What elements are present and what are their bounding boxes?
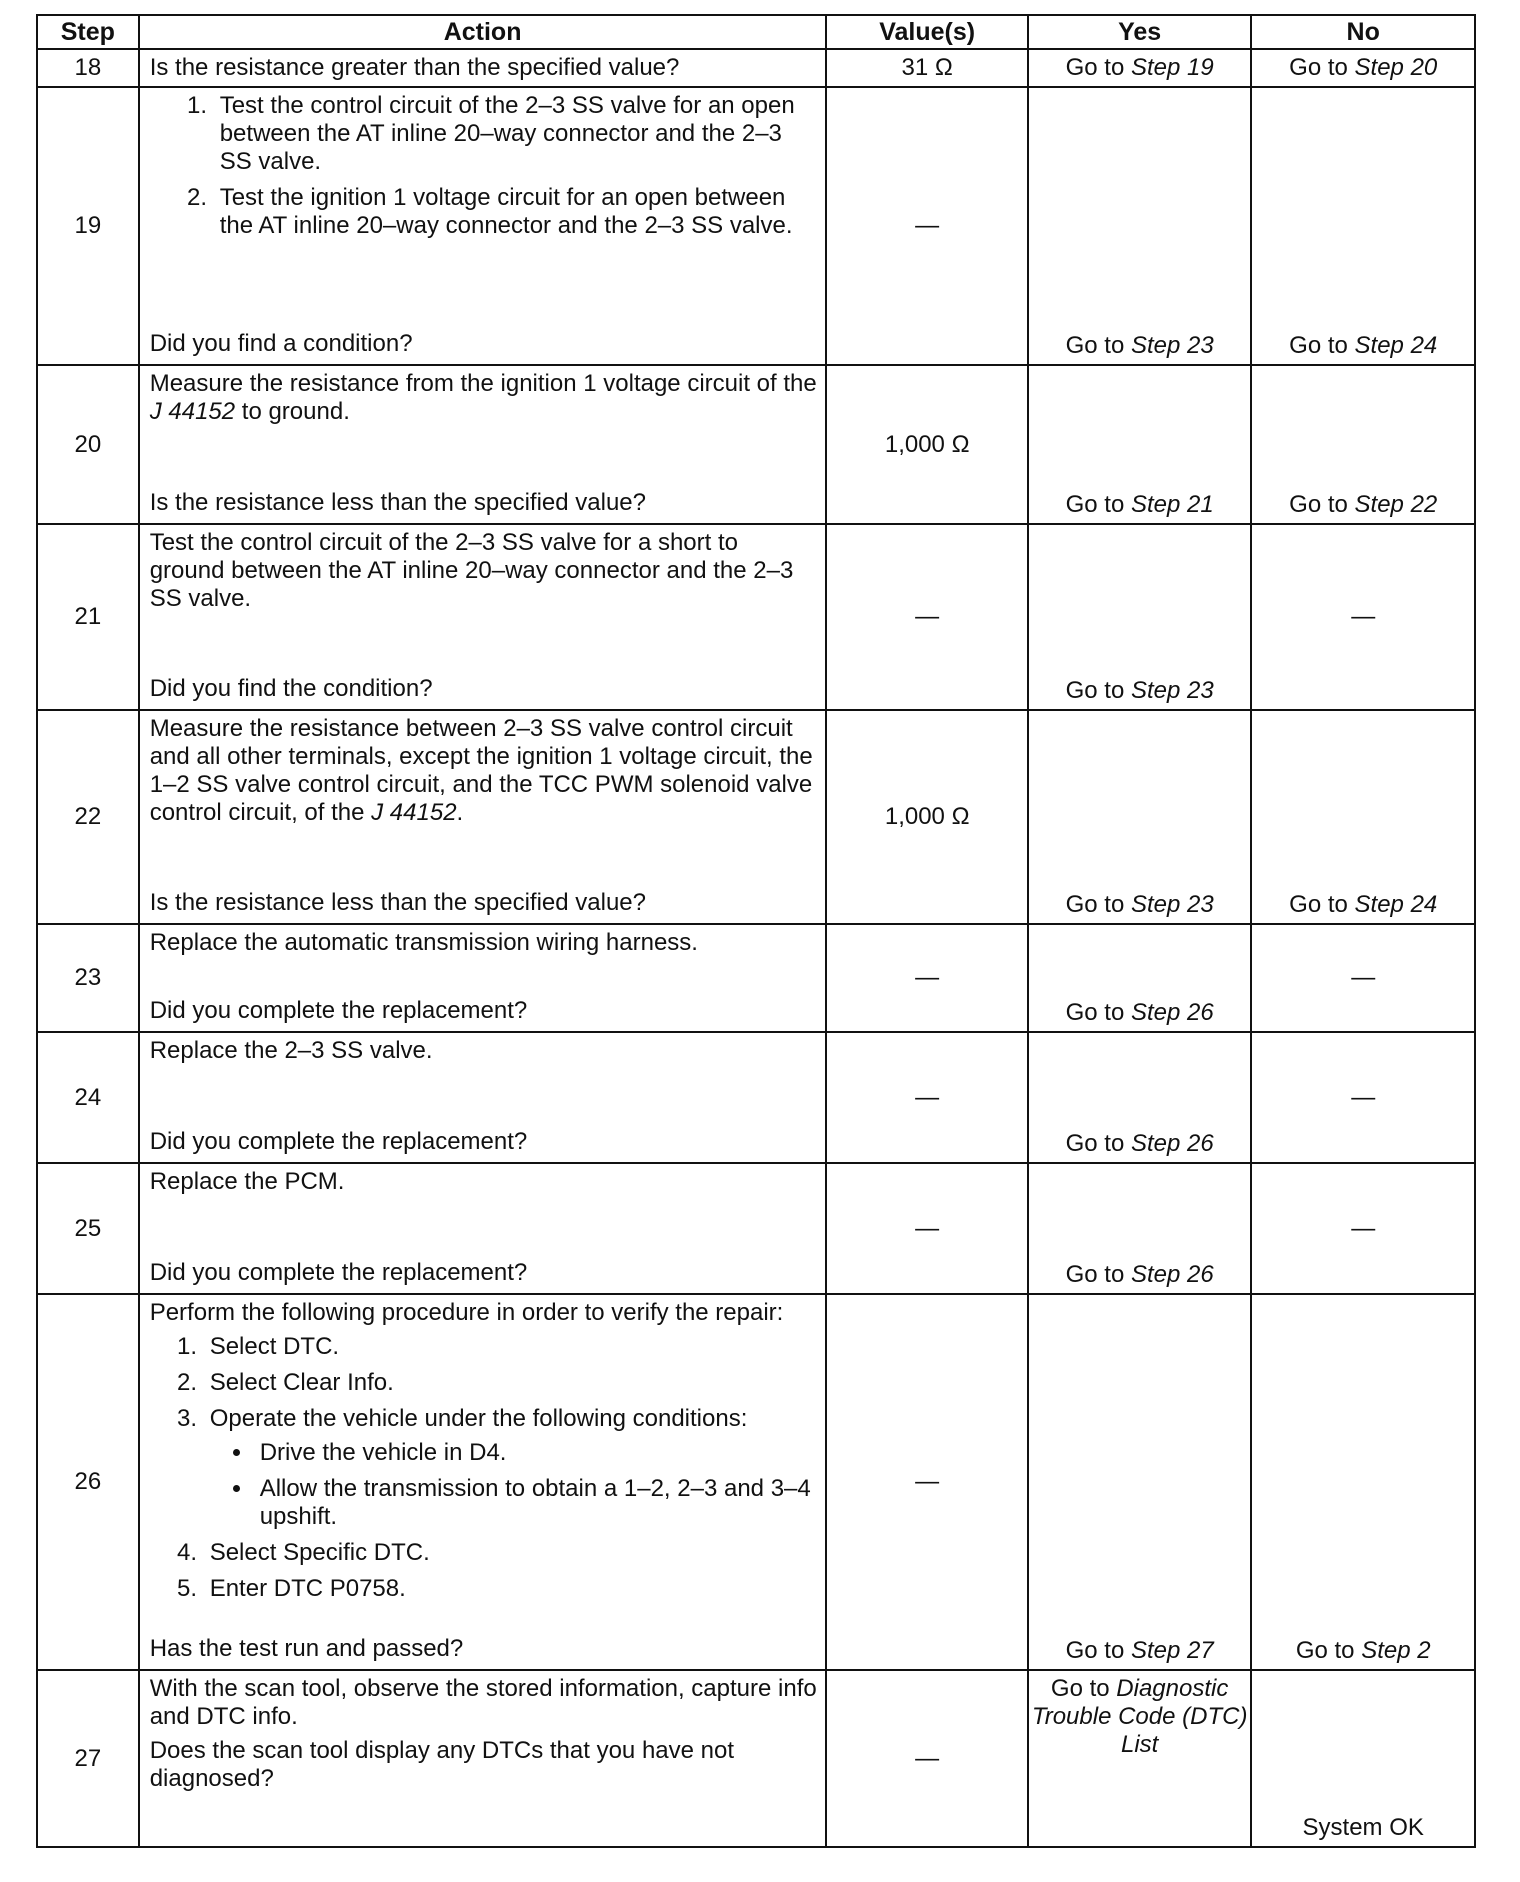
action-question: Has the test run and passed? (149, 1635, 464, 1662)
yes-step-link: Step 23 (1130, 332, 1214, 359)
action-text: Test the control circuit of the 2–3 SS valve for a short to ground between the AT inline 20–way connector and the 2–3 SS valve. (149, 529, 794, 612)
value-cell: — (826, 1294, 1027, 1670)
action-list-item: 1. Select DTC. (204, 1333, 818, 1361)
header-no: No (1251, 15, 1475, 49)
action-cell (139, 924, 827, 1032)
step-number: 22 (37, 710, 139, 924)
bullet-item: • Drive the vehicle in D4. (254, 1439, 818, 1467)
header-action: Action (139, 15, 827, 49)
action-text: Replace the 2–3 SS valve. (149, 1037, 433, 1064)
bullet-item: • Allow the transmission to obtain a 1–2, 2–3 and 3–4 upshift. (254, 1475, 818, 1531)
step-number: 26 (37, 1294, 139, 1670)
action-cell (139, 1670, 827, 1847)
yes-cell: Go to Step 23 (1028, 710, 1252, 924)
value-cell: — (826, 924, 1027, 1032)
action-question: Does the scan tool display any DTCs that you have not diagnosed? (149, 1737, 735, 1792)
action-list-item: 5. Enter DTC P0758. (204, 1575, 818, 1603)
step-number: 20 (37, 365, 139, 524)
tool-name: J 44152 (371, 799, 457, 826)
header-row (37, 15, 1475, 49)
diagnostic-table (36, 14, 1476, 1848)
no-step-link: Step 22 (1354, 491, 1438, 518)
no-step-link: Step 24 (1354, 332, 1438, 359)
action-cell (139, 1163, 827, 1294)
step-number: 18 (37, 49, 139, 87)
step-number: 25 (37, 1163, 139, 1294)
table-row (37, 710, 1475, 924)
table-row (37, 365, 1475, 524)
action-cell (139, 49, 827, 87)
table-row (37, 1032, 1475, 1163)
action-cell (139, 1032, 827, 1163)
action-cell (139, 524, 827, 710)
value-cell: 1,000 Ω (826, 710, 1027, 924)
value-cell: — (826, 524, 1027, 710)
table-row (37, 49, 1475, 87)
no-cell: — (1251, 1163, 1475, 1294)
action-list (150, 1333, 818, 1603)
bullet-list (210, 1439, 818, 1531)
action-list-item: 4. Select Specific DTC. (204, 1539, 818, 1567)
yes-cell: Go to Diagnostic Trouble Code (DTC) List (1028, 1670, 1252, 1847)
table-row (37, 1163, 1475, 1294)
yes-step-link: Step 26 (1130, 1261, 1214, 1288)
no-step-link: Step 24 (1354, 891, 1438, 918)
table-row (37, 1294, 1475, 1670)
action-question: Did you complete the replacement? (149, 1128, 528, 1155)
step-number: 27 (37, 1670, 139, 1847)
action-question: Did you find a condition? (149, 330, 413, 357)
value-cell: — (826, 87, 1027, 365)
yes-cell: Go to Step 21 (1028, 365, 1252, 524)
yes-cell: Go to Step 27 (1028, 1294, 1252, 1670)
tool-name: J 44152 (149, 398, 236, 425)
value-cell: — (826, 1032, 1027, 1163)
yes-cell: Go to Step 26 (1028, 1032, 1252, 1163)
action-list-item: 2. Test the ignition 1 voltage circuit for an open between the AT inline 20–way connector and the 2–3 SS valve. (214, 184, 818, 240)
yes-cell: Go to Step 19 (1028, 49, 1252, 87)
no-cell: — (1251, 524, 1475, 710)
yes-cell: Go to Step 23 (1028, 524, 1252, 710)
action-list-item: 2. Select Clear Info. (204, 1369, 818, 1397)
action-question: Did you find the condition? (149, 675, 433, 702)
action-list (150, 92, 818, 248)
no-cell: Go to Step 24 (1251, 710, 1475, 924)
table-row (37, 1670, 1475, 1847)
header-values: Value(s) (826, 15, 1027, 49)
action-text: Perform the following procedure in order to verify the repair: (149, 1299, 784, 1326)
yes-step-link: Step 23 (1130, 891, 1214, 918)
no-step-link: Step 20 (1354, 54, 1438, 81)
yes-cell: Go to Step 26 (1028, 1163, 1252, 1294)
action-list-item: 3. Operate the vehicle under the following conditions: • Drive the vehicle in D4. • Allow the transmission to obtain a 1–2, 2–3 and 3–4 upshift. (204, 1405, 818, 1531)
table-row (37, 924, 1475, 1032)
action-text: Replace the automatic transmission wiring harness. (149, 929, 698, 956)
value-cell: — (826, 1163, 1027, 1294)
step-number: 23 (37, 924, 139, 1032)
no-cell: Go to Step 24 (1251, 87, 1475, 365)
action-text: Measure the resistance from the ignition 1 voltage circuit of the J 44152 to ground. (149, 370, 817, 425)
yes-step-link: Step 26 (1130, 1130, 1214, 1157)
action-cell (139, 710, 827, 924)
action-question: Is the resistance less than the specified value? (149, 489, 646, 516)
no-step-link: Step 2 (1361, 1637, 1431, 1664)
no-cell: — (1251, 924, 1475, 1032)
step-number: 21 (37, 524, 139, 710)
yes-step-link: Step 26 (1130, 999, 1214, 1026)
step-number: 19 (37, 87, 139, 365)
action-question: Did you complete the replacement? (149, 997, 528, 1024)
value-cell: — (826, 1670, 1027, 1847)
action-question: Is the resistance greater than the specified value? (149, 54, 680, 81)
action-cell (139, 365, 827, 524)
yes-cell: Go to Step 26 (1028, 924, 1252, 1032)
action-text: Measure the resistance between 2–3 SS valve control circuit and all other terminals, except the ignition 1 voltage circuit, the 1–2 SS valve control circuit, and the TCC PWM solenoid valve control circuit, of the J 44152. (149, 715, 813, 826)
no-cell: Go to Step 2 (1251, 1294, 1475, 1670)
value-cell: 1,000 Ω (826, 365, 1027, 524)
no-cell: Go to Step 22 (1251, 365, 1475, 524)
no-cell: — (1251, 1032, 1475, 1163)
action-text: Replace the PCM. (149, 1168, 345, 1195)
yes-step-link: Step 19 (1130, 54, 1214, 81)
action-text: With the scan tool, observe the stored information, capture info and DTC info. (149, 1675, 817, 1730)
action-question: Is the resistance less than the specified value? (149, 889, 646, 916)
action-list-item: 1. Test the control circuit of the 2–3 SS valve for an open between the AT inline 20–way connector and the 2–3 SS valve. (214, 92, 818, 176)
action-cell (139, 1294, 827, 1670)
yes-step-link: Step 27 (1130, 1637, 1214, 1664)
yes-step-link: Step 21 (1130, 491, 1214, 518)
header-yes: Yes (1028, 15, 1252, 49)
action-cell (139, 87, 827, 365)
step-number: 24 (37, 1032, 139, 1163)
no-cell: System OK (1251, 1670, 1475, 1847)
value-cell: 31 Ω (826, 49, 1027, 87)
yes-step-link: Diagnostic Trouble Code (DTC) List (1031, 1675, 1248, 1758)
table-row (37, 524, 1475, 710)
yes-step-link: Step 23 (1130, 677, 1214, 704)
header-step: Step (37, 15, 139, 49)
table-row (37, 87, 1475, 365)
action-question: Did you complete the replacement? (149, 1259, 528, 1286)
yes-cell: Go to Step 23 (1028, 87, 1252, 365)
no-cell: Go to Step 20 (1251, 49, 1475, 87)
